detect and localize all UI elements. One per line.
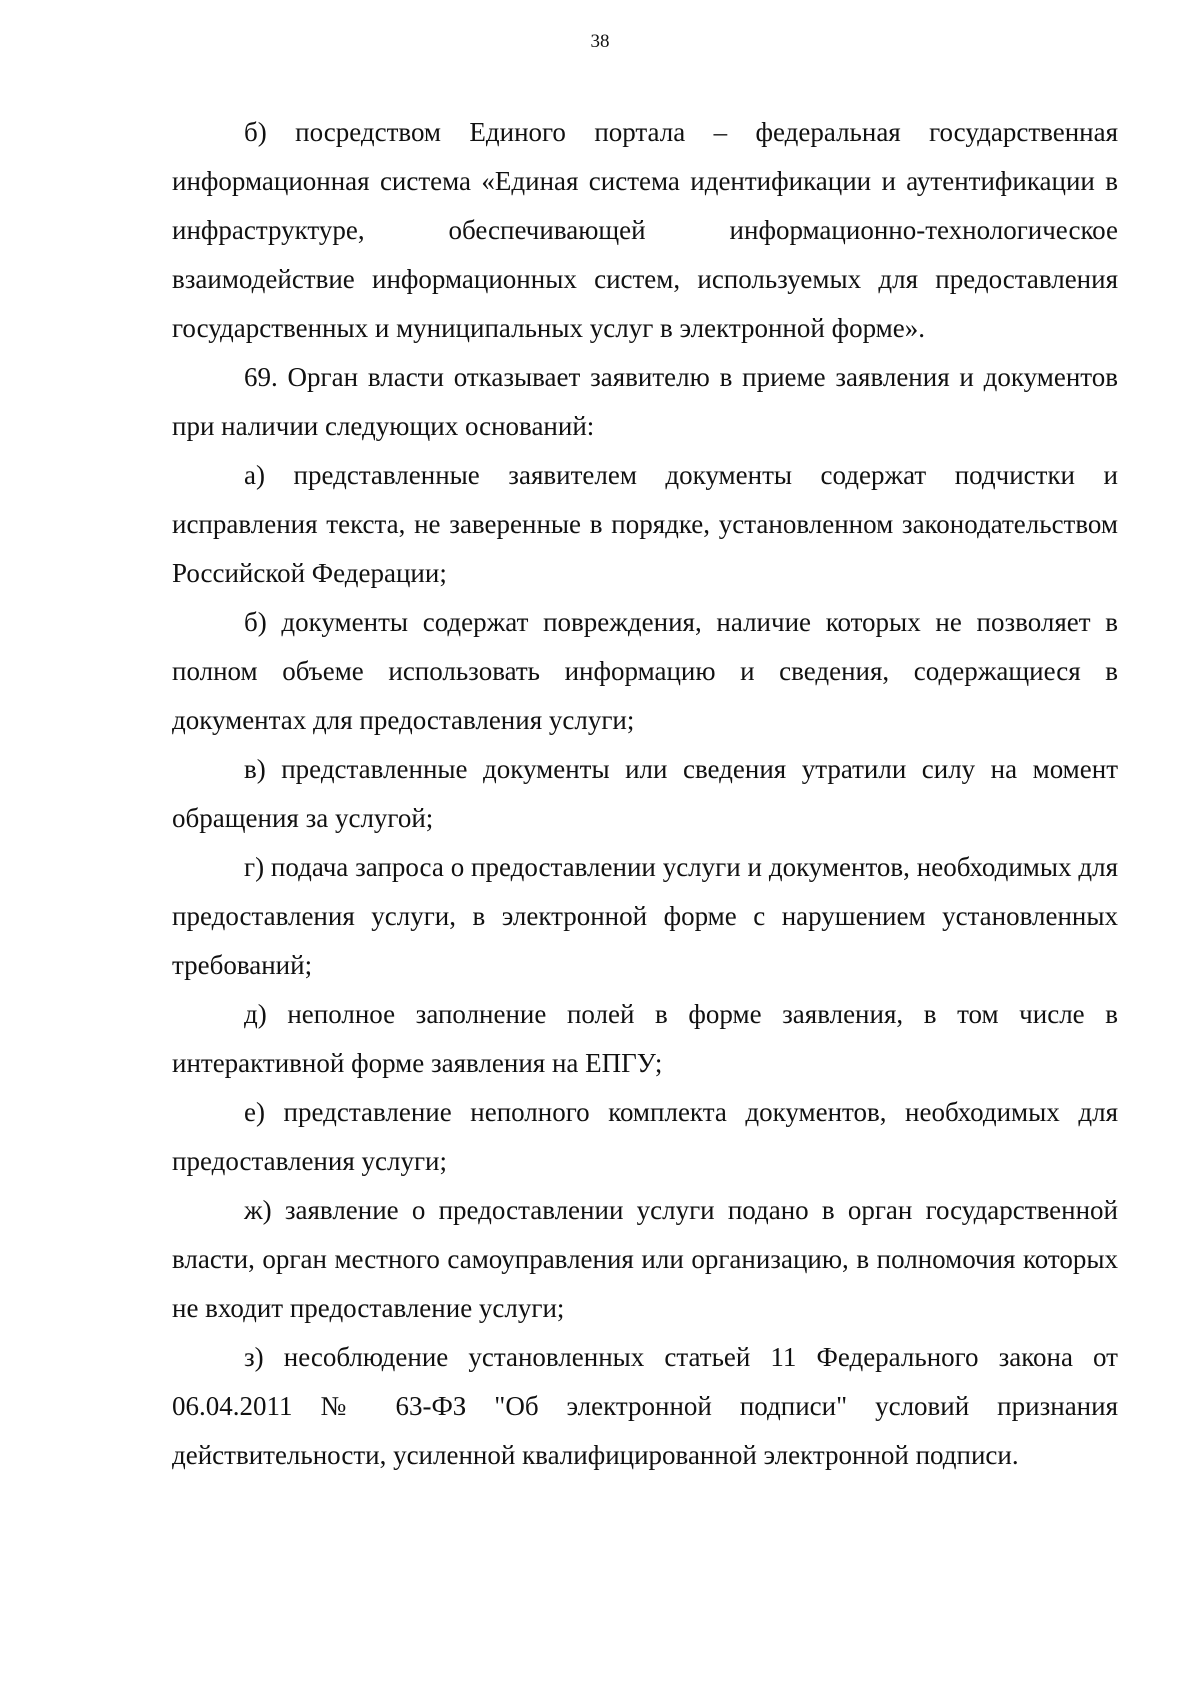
paragraph-b-portal: б) посредством Единого портала – федеральная государственная информационная система «Единая система идентификации и аутентификации в инфраструктуре, обеспечивающей информационно-технологическое взаимодействие информационных систем, используемых для предоставления государственных и муниципальных услуг в электронной форме». xyxy=(172,117,1118,343)
paragraph-b: б) документы содержат повреждения, наличие которых не позволяет в полном объеме использовать информацию и сведения, содержащиеся в документах для предоставления услуги; xyxy=(172,607,1118,735)
page-number: 38 xyxy=(590,31,610,52)
paragraph-v: в) представленные документы или сведения утратили силу на момент обращения за услугой; xyxy=(172,754,1118,833)
paragraph-d: д) неполное заполнение полей в форме заявления, в том числе в интерактивной форме заявления на ЕПГУ; xyxy=(172,999,1118,1078)
paragraph-69: 69. Орган власти отказывает заявителю в приеме заявления и документов при наличии следующих оснований: xyxy=(172,362,1118,441)
paragraph-e: е) представление неполного комплекта документов, необходимых для предоставления услуги; xyxy=(172,1097,1118,1176)
document-body xyxy=(172,108,1118,1480)
paragraph-z: з) несоблюдение установленных статьей 11 Федерального закона от 06.04.2011 № 63-ФЗ "Об электронной подписи" условий признания действительности, усиленной квалифицированной электронной подписи. xyxy=(172,1342,1118,1470)
paragraph-g: г) подача запроса о предоставлении услуги и документов, необходимых для предоставления услуги, в электронной форме с нарушением установленных требований; xyxy=(172,852,1118,980)
paragraph-a: а) представленные заявителем документы содержат подчистки и исправления текста, не заверенные в порядке, установленном законодательством Российской Федерации; xyxy=(172,460,1118,588)
paragraph-zh: ж) заявление о предоставлении услуги подано в орган государственной власти, орган местного самоуправления или организацию, в полномочия которых не входит предоставление услуги; xyxy=(172,1195,1118,1323)
